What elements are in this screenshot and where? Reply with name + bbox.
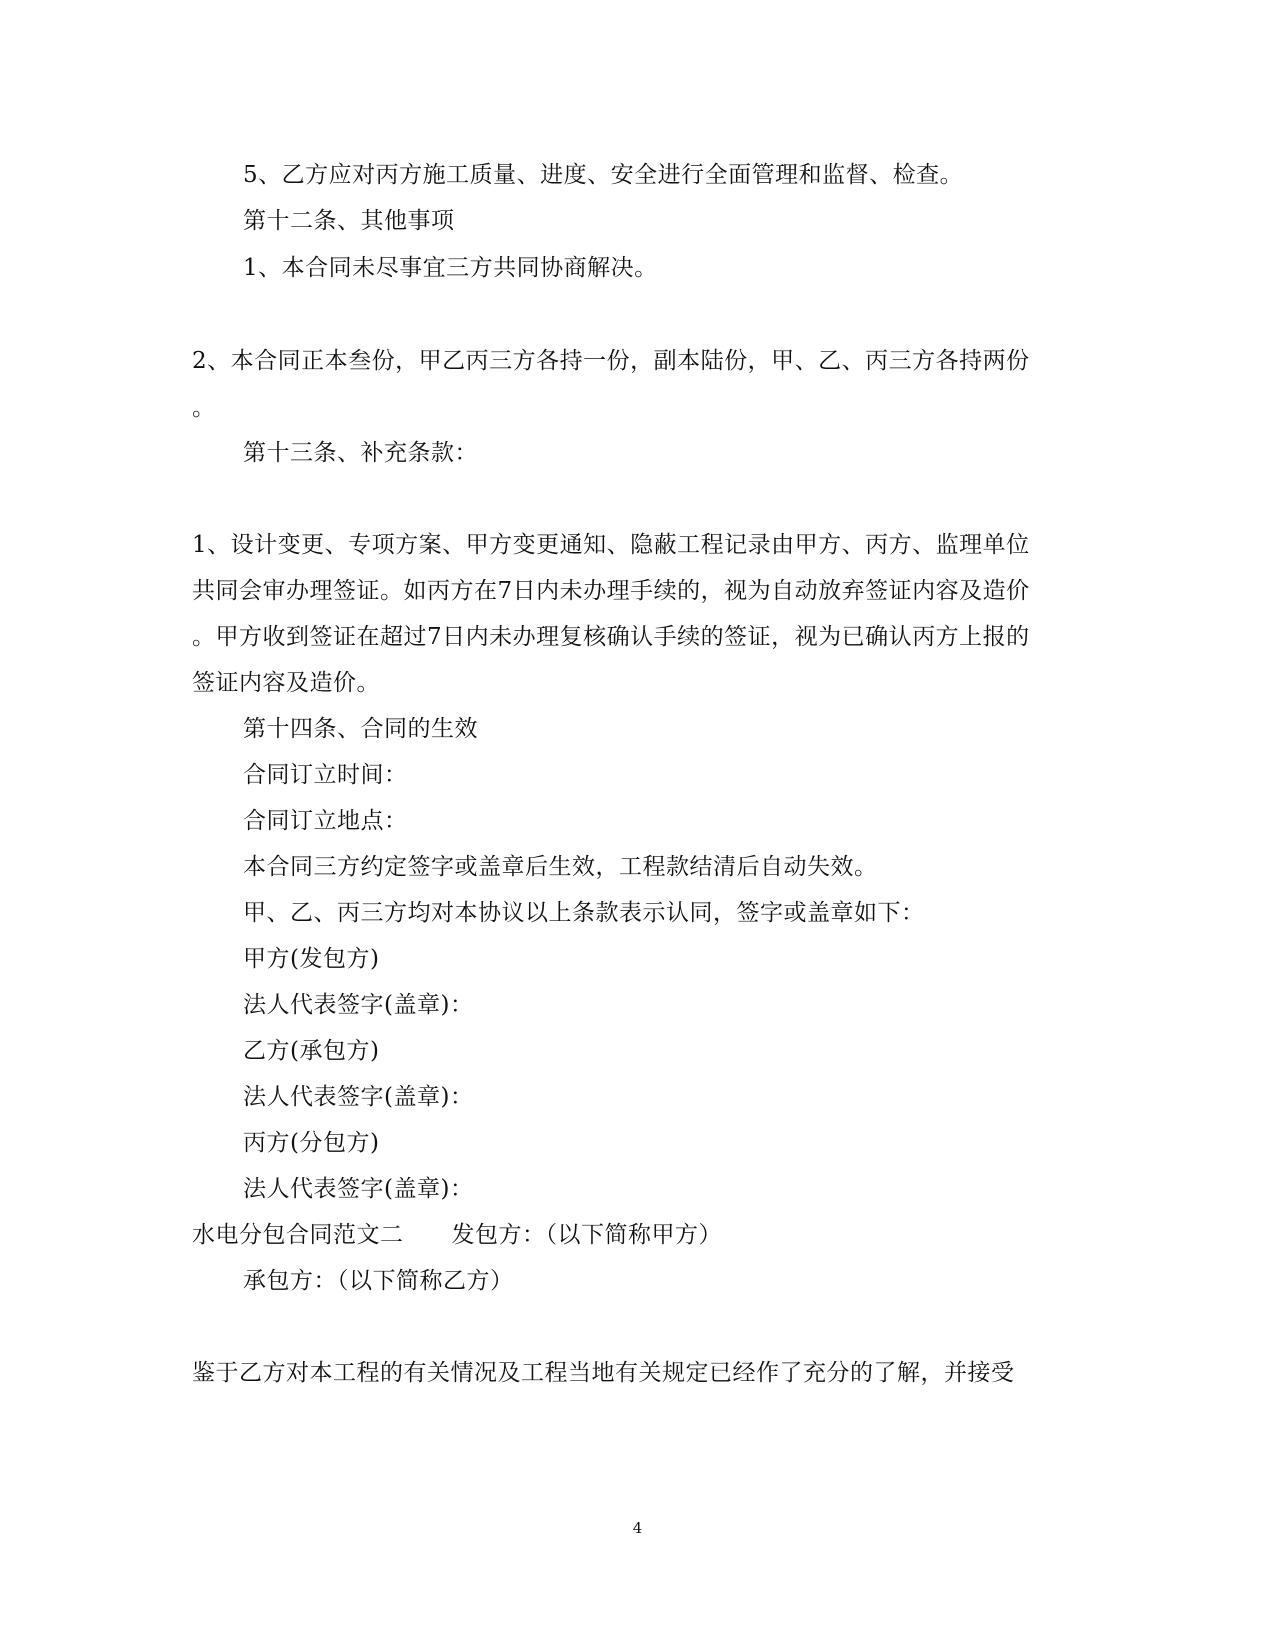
section-heading: 第十四条、合同的生效 (243, 716, 478, 742)
signature-line: 法人代表签字(盖章)： (243, 1084, 474, 1110)
paragraph-line: 合同订立时间： (243, 762, 408, 788)
paragraph-line: 2、本合同正本叁份，甲乙丙三方各持一份，副本陆份，甲、乙、丙三方各持两份 (192, 348, 1030, 374)
signature-line: 法人代表签字(盖章)： (243, 1176, 474, 1202)
section-heading: 第十三条、补充条款： (243, 440, 478, 466)
paragraph-line: 鉴于乙方对本工程的有关情况及工程当地有关规定已经作了充分的了解，并接受 (192, 1360, 1015, 1386)
document-title: 水电分包合同范文二 (192, 1222, 404, 1248)
section-heading: 第十二条、其他事项 (243, 208, 455, 234)
paragraph-line: 本合同三方约定签字或盖章后生效，工程款结清后自动失效。 (243, 854, 878, 880)
paragraph-line: 。 (192, 395, 216, 421)
signature-line: 法人代表签字(盖章)： (243, 992, 474, 1018)
paragraph-line: 1、本合同未尽事宜三方共同协商解决。 (243, 255, 658, 281)
signature-party: 乙方(承包方) (243, 1038, 380, 1064)
title-line (192, 1220, 722, 1250)
paragraph-line: 。甲方收到签证在超过7日内未办理复核确认手续的签证，视为已确认丙方上报的 (192, 624, 1030, 650)
party-line: 承包方：（以下简称乙方） (243, 1268, 514, 1294)
paragraph-line: 1、设计变更、专项方案、甲方变更通知、隐蔽工程记录由甲方、丙方、监理单位 (192, 532, 1030, 558)
paragraph-line: 签证内容及造价。 (192, 670, 380, 696)
signature-party: 甲方(发包方) (243, 946, 380, 972)
paragraph-line: 合同订立地点： (243, 808, 408, 834)
paragraph-line: 5、乙方应对丙方施工质量、进度、安全进行全面管理和监督、检查。 (243, 162, 964, 188)
signature-party: 丙方(分包方) (243, 1130, 380, 1156)
paragraph-line: 甲、乙、丙三方均对本协议以上条款表示认同，签字或盖章如下： (243, 900, 925, 926)
page-number: 4 (632, 1519, 643, 1537)
party-line: 发包方：（以下简称甲方） (451, 1222, 722, 1248)
paragraph-line: 共同会审办理签证。如丙方在7日内未办理手续的，视为自动放弃签证内容及造价 (192, 578, 1030, 604)
